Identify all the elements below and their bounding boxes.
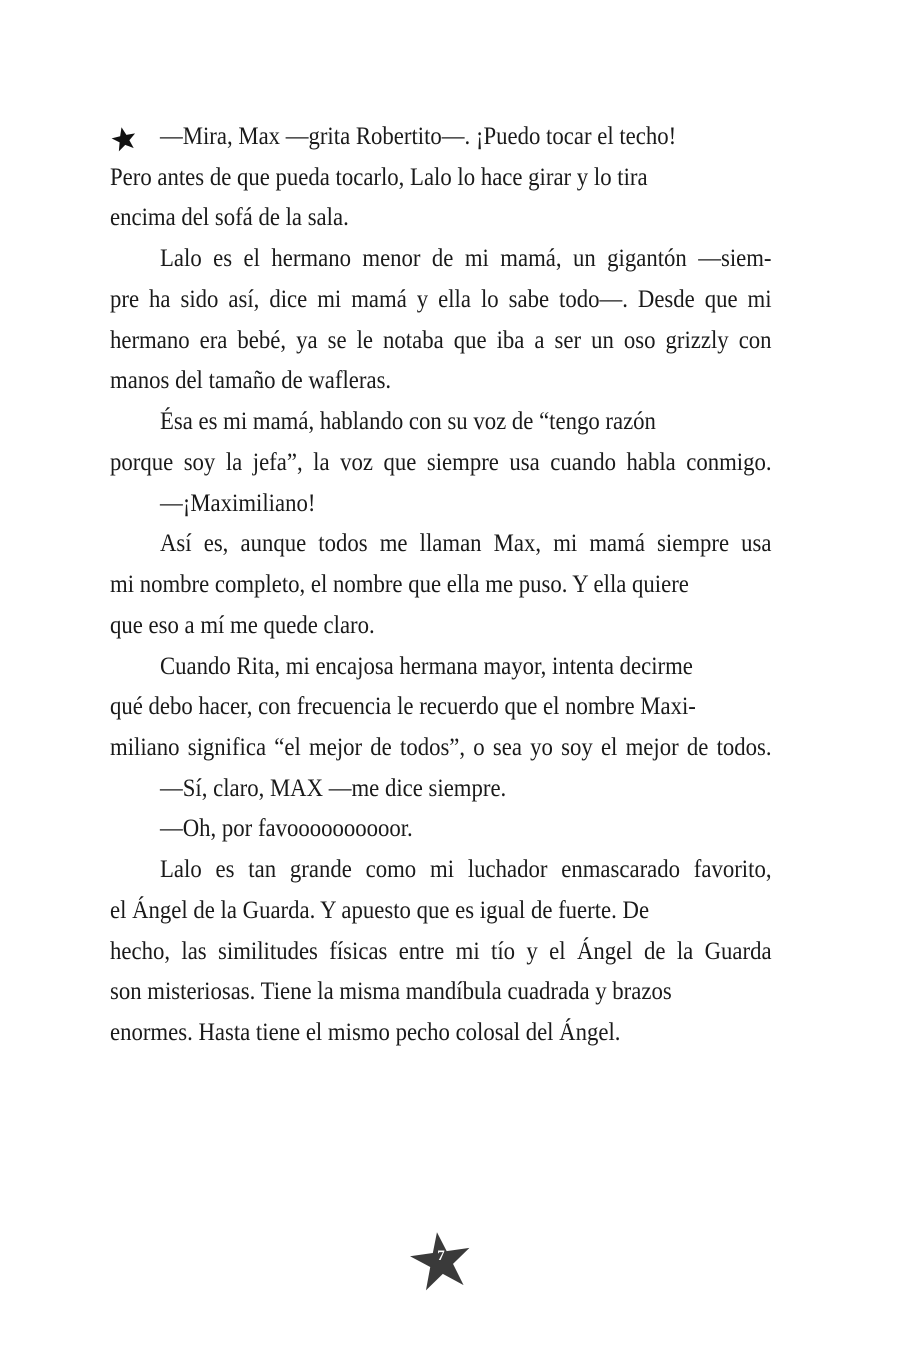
text-line: Lalo es tan grande como mi luchador enmascarado favorito, — [160, 856, 772, 883]
text-line: porque soy la jefa”, la voz que siempre usa cuando habla conmigo. — [110, 449, 772, 476]
text-line: manos del tamaño de wafleras. — [110, 367, 392, 394]
text-line: —¡Maximiliano! — [160, 490, 316, 517]
text-line: hecho, las similitudes físicas entre mi tío y el Ángel de la Guarda — [110, 938, 772, 965]
page-number-badge — [405, 1228, 477, 1294]
text-line: Ésa es mi mamá, hablando con su voz de “tengo razón — [160, 408, 656, 435]
page-number: 7 — [437, 1248, 445, 1264]
text-line: —Oh, por favoooooooooor. — [160, 815, 413, 842]
text-line: que eso a mí me quede claro. — [110, 612, 375, 639]
text-line: —Mira, Max —grita Robertito—. ¡Puedo tocar el techo! — [160, 123, 677, 150]
text-line: encima del sofá de la sala. — [110, 204, 349, 231]
text-line: qué debo hacer, con frecuencia le recuerdo que el nombre Maxi- — [110, 693, 696, 720]
text-line: Lalo es el hermano menor de mi mamá, un gigantón —siem- — [160, 245, 772, 272]
text-line: pre ha sido así, dice mi mamá y ella lo sabe todo—. Desde que mi — [110, 286, 772, 313]
text-line: miliano significa “el mejor de todos”, o sea yo soy el mejor de todos. — [110, 734, 772, 761]
star-icon — [110, 125, 138, 153]
text-line: mi nombre completo, el nombre que ella me puso. Y ella quiere — [110, 571, 689, 598]
text-line: —Sí, claro, MAX —me dice siempre. — [160, 775, 507, 802]
text-line: son misteriosas. Tiene la misma mandíbula cuadrada y brazos — [110, 978, 672, 1005]
text-line: enormes. Hasta tiene el mismo pecho colosal del Ángel. — [110, 1019, 621, 1046]
text-line: el Ángel de la Guarda. Y apuesto que es igual de fuerte. De — [110, 897, 650, 924]
text-line: Cuando Rita, mi encajosa hermana mayor, intenta decirme — [160, 653, 693, 680]
text-line: Así es, aunque todos me llaman Max, mi mamá siempre usa — [160, 530, 772, 557]
text-line: Pero antes de que pueda tocarlo, Lalo lo hace girar y lo tira — [110, 164, 648, 191]
text-line: hermano era bebé, ya se le notaba que iba a ser un oso grizzly con — [110, 327, 772, 354]
